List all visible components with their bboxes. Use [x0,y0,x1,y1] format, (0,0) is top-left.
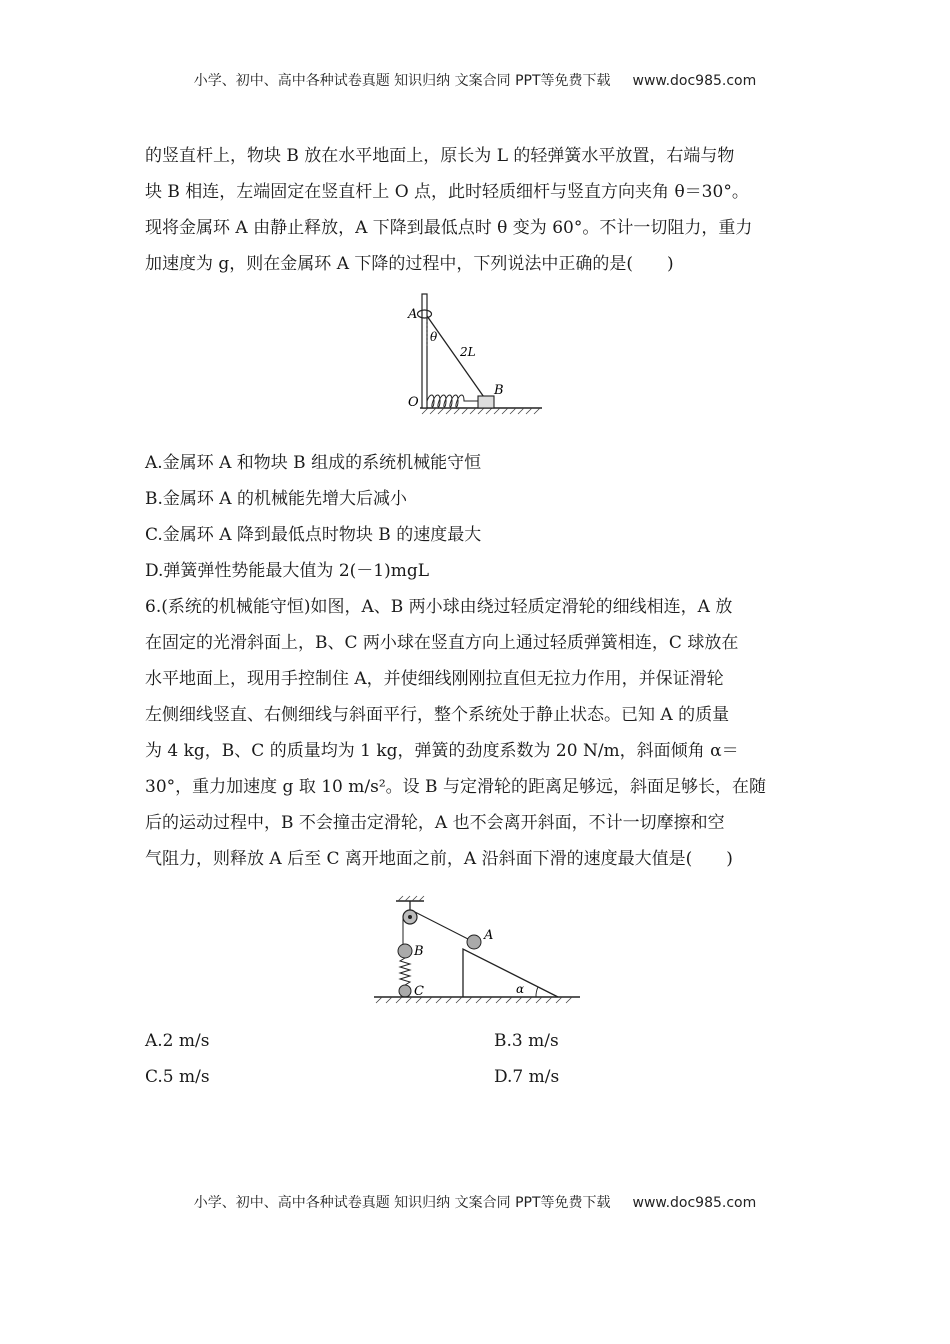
ball-c [399,985,411,997]
q6-line-3: 水平地面上，现用手控制住 A，并使细线刚刚拉直但无拉力作用，并保证滑轮 [145,669,724,689]
label-o: O [408,395,419,410]
q6-line-2: 在固定的光滑斜面上，B、C 两小球在竖直方向上通过轻质弹簧相连，C 球放在 [145,633,739,653]
q6-line-6: 30°，重力加速度 g 取 10 m/s²。设 B 与定滑轮的距离足够远，斜面足够长，在随 [145,777,766,797]
label-b: B [414,944,424,959]
q6-option-d[interactable]: D.7 m/s [494,1067,560,1087]
label-a: A [484,928,494,943]
q5-stem [145,138,807,282]
q5-options [145,445,807,877]
q5-line-1: 的竖直杆上，物块 B 放在水平地面上，原长为 L 的轻弹簧水平放置，右端与物 [145,146,735,166]
label-b: B [494,383,504,398]
q6-option-a[interactable]: A.2 m/s [145,1031,210,1051]
block-b [478,396,494,408]
right-string [415,912,468,939]
incline [463,949,558,997]
q5-option-d[interactable]: D.弹簧弹性势能最大值为 2(－1)mgL [145,561,430,581]
footer-text: 小学、初中、高中各种试卷真题 知识归纳 文案合同 PPT等免费下载 [193,1195,611,1211]
label-a: A [408,307,418,322]
spring-bc [400,958,410,985]
vertical-rod [422,294,427,408]
q6-line-5: 为 4 kg，B、C 的质量均为 1 kg，弹簧的劲度系数为 20 N/m，斜面倾角 α＝ [145,741,739,761]
q5-option-c[interactable]: C.金属环 A 降到最低点时物块 B 的速度最大 [145,525,482,545]
header-site[interactable]: www.doc985.com [632,73,757,89]
q5-option-a[interactable]: A.金属环 A 和物块 B 组成的系统机械能守恒 [145,453,482,473]
spring [427,395,478,407]
q6-options-left [145,1023,210,1095]
q6-line-7: 后的运动过程中，B 不会撞击定滑轮，A 也不会离开斜面，不计一切摩擦和空 [145,813,725,833]
light-rod [427,316,486,400]
q6-line-4: 左侧细线竖直、右侧细线与斜面平行，整个系统处于静止状态。已知 A 的质量 [145,705,730,725]
page-header [0,70,950,90]
q6-option-b[interactable]: B.3 m/s [494,1031,559,1051]
q5-line-2: 块 B 相连，左端固定在竖直杆上 O 点，此时轻质细杆与竖直方向夹角 θ＝30°。 [145,182,749,202]
q5-figure [400,288,550,418]
ball-a [467,935,481,949]
footer-site[interactable]: www.doc985.com [632,1195,757,1211]
q6-figure [370,895,590,1007]
header-text: 小学、初中、高中各种试卷真题 知识归纳 文案合同 PPT等免费下载 [193,73,611,89]
q5-option-b[interactable]: B.金属环 A 的机械能先增大后减小 [145,489,407,509]
q6-option-c[interactable]: C.5 m/s [145,1067,210,1087]
label-theta: θ [430,330,438,344]
page-footer [0,1192,950,1212]
label-alpha: α [516,982,525,996]
q6-options-right [494,1023,559,1095]
ground-hatch [422,408,540,414]
q5-line-4: 加速度为 g，则在金属环 A 下降的过程中，下列说法中正确的是( ) [145,254,674,274]
label-c: C [414,984,424,999]
ball-b [398,944,412,958]
q5-line-3: 现将金属环 A 由静止释放，A 下降到最低点时 θ 变为 60°。不计一切阻力，重力 [145,218,753,238]
label-rod: 2L [460,345,476,359]
q6-line-1: 6.(系统的机械能守恒)如图，A、B 两小球由绕过轻质定滑轮的细线相连，A 放 [145,597,733,617]
q6-line-8: 气阻力，则释放 A 后至 C 离开地面之前，A 沿斜面下滑的速度最大值是( ) [145,849,733,869]
